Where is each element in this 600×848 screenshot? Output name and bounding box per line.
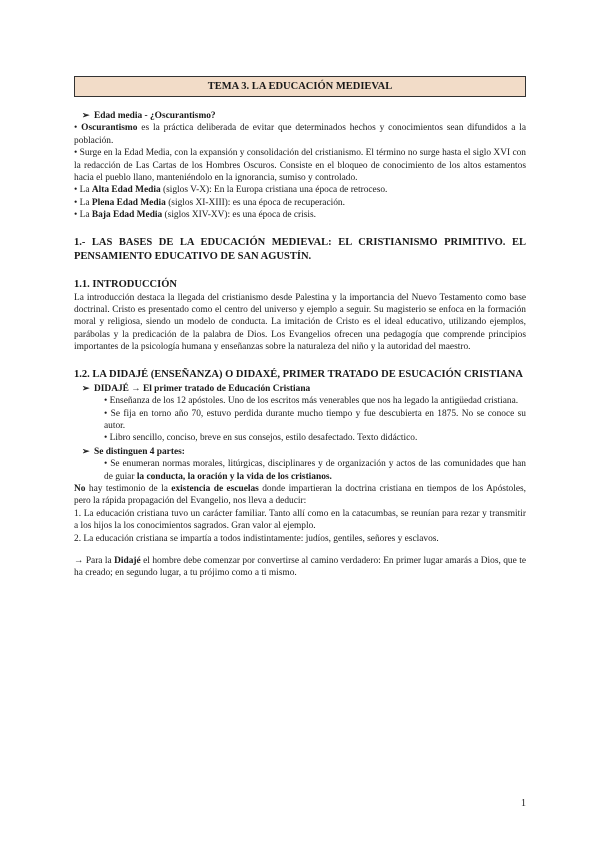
emphasis-text: existencia de escuelas	[171, 483, 259, 494]
arrow-bullet-icon: ➢	[82, 382, 90, 393]
bullet-icon: •	[74, 197, 78, 208]
parts-point-1	[74, 458, 526, 483]
emphasis-text: Didajé	[114, 555, 141, 566]
page-number: 1	[521, 798, 526, 809]
intro-bullet-surge	[74, 147, 526, 184]
bullet-icon: •	[74, 123, 78, 134]
didaje-conclusion	[74, 555, 526, 580]
intro-bullet-plena	[74, 197, 526, 209]
term-plena-edad-media: Plena Edad Media	[91, 197, 166, 208]
parts-heading	[74, 445, 526, 458]
text-run: es la práctica deliberada de evitar que determinados hechos y conocimientos sean difundidos a la población.	[74, 123, 527, 146]
emphasis-text: No	[74, 483, 86, 494]
text-run: La	[79, 210, 92, 221]
text-run: (siglos V-X): En la Europa cristiana una época de retroceso.	[160, 185, 388, 196]
bullet-icon: •	[74, 210, 78, 221]
escuelas-paragraph	[74, 483, 526, 508]
didaje-point-1: • Enseñanza de los 12 apóstoles. Uno de los escritos más venerables que nos ha legado la antigüedad cristiana.	[104, 396, 519, 407]
section-1-title: 1.- LAS BASES DE LA EDUCACIÓN MEDIEVAL: EL CRISTIANISMO PRIMITIVO. EL PENSAMIENTO EDUCATIVO DE SAN AGUSTÍN.	[74, 236, 526, 262]
term-alta-edad-media: Alta Edad Media	[91, 185, 161, 196]
text-run: donde impartieran la doctrina cristiana en tiempos de los Apóstoles, pero la rápida propagación del Evangelio, nos lleva a deducir:	[74, 483, 526, 507]
arrow-bullet-icon: ➢	[82, 445, 90, 456]
didaje-heading-text: DIDAJÉ → El primer tratado de Educación Cristiana	[94, 383, 311, 394]
parts-heading-text: Se distinguen 4 partes:	[94, 446, 185, 457]
arrow-bullet-icon: ➢	[82, 110, 90, 120]
text-run: La	[79, 185, 92, 196]
text-run: el hombre debe comenzar por convertirse al camino verdadero: En primer lugar amarás a Dios, que te ha creado; en segundo lugar, a tu prójimo como a ti mismo.	[74, 555, 526, 579]
intro-heading	[74, 109, 526, 122]
didaje-heading	[74, 382, 526, 395]
text-run: (siglos XI-XIII): es una época de recuperación.	[165, 197, 345, 208]
document-title: TEMA 3. LA EDUCACIÓN MEDIEVAL	[74, 76, 526, 97]
intro-heading-text: Edad media - ¿Oscurantismo?	[94, 111, 216, 121]
deduction-2: 2. La educación cristiana se impartía a todos indistintamente: judíos, gentiles, señores y esclavos.	[74, 533, 439, 544]
text-run: hay testimonio de la	[85, 483, 172, 494]
text-run: → Para la	[74, 555, 115, 566]
bullet-icon: •	[74, 148, 78, 159]
bullet-icon: •	[74, 185, 78, 196]
intro-bullet-alta	[74, 184, 526, 196]
emphasis-text: la conducta, la oración y la vida de los cristianos.	[136, 471, 332, 482]
text-run: • Se enumeran normas morales, litúrgicas, disciplinares y de organización y actos de las comunidades que han de guiar	[104, 459, 526, 482]
deduction-1: 1. La educación cristiana tuvo un carácter familiar. Tanto allí como en la catacumbas, se reunían para rezar y transmitir a los hijos la los conocimientos sagrados. Gran valor al ejemplo.	[74, 508, 526, 532]
text-run: La	[79, 197, 92, 208]
term-baja-edad-media: Baja Edad Media	[91, 210, 163, 221]
didaje-point-3: • Libro sencillo, conciso, breve en sus consejos, estilo desafectado. Texto didáctico.	[104, 433, 418, 444]
document-page	[74, 76, 526, 580]
section-1-1-title: 1.1. INTRODUCCIÓN	[74, 278, 177, 290]
term-oscurantismo: Oscurantismo	[81, 123, 138, 134]
intro-bullet-oscurantismo	[74, 122, 526, 147]
didaje-point-2: • Se fija en torno año 70, estuvo perdida durante mucho tiempo y fue descubierta en 1875. No se conoce su autor.	[104, 408, 526, 431]
intro-bullet-baja	[74, 209, 526, 221]
section-1-2-title: 1.2. LA DIDAJÉ (ENSEÑANZA) O DIDAXÉ, PRIMER TRATADO DE ESUCACIÓN CRISTIANA	[74, 368, 523, 380]
text-run: (siglos XIV-XV): es una época de crisis.	[162, 210, 316, 221]
text-run: Surge en la Edad Media, con la expansión y consolidación del cristianismo. El término no surge hasta el siglo XVI con la redacción de Las Cartas de los Hombres Oscuros. Consiste en el bloqueo de conocimiento de los altos estamentos hacia el pueblo llano, manteniéndolo en la ignorancia, sumiso y controlado.	[74, 148, 526, 184]
section-1-1-body: La introducción destaca la llegada del cristianismo desde Palestina y la importancia del Nuevo Testamento como base doctrinal. Cristo es presentado como el centro del universo y ejemplo a seguir. Su magisterio se enfoca en la formación moral y religiosa, siendo un modelo de conducta. La imitación de Cristo es el ideal educativo, utilizando ejemplos, parábolas y la predicación de la palabra de Dios. Los Evangelios ofrecen una pedagogía que comprende principios importantes de la psicología humana y enseñanzas sobre la naturaleza del niño y la autoridad del maestro.	[74, 292, 526, 353]
